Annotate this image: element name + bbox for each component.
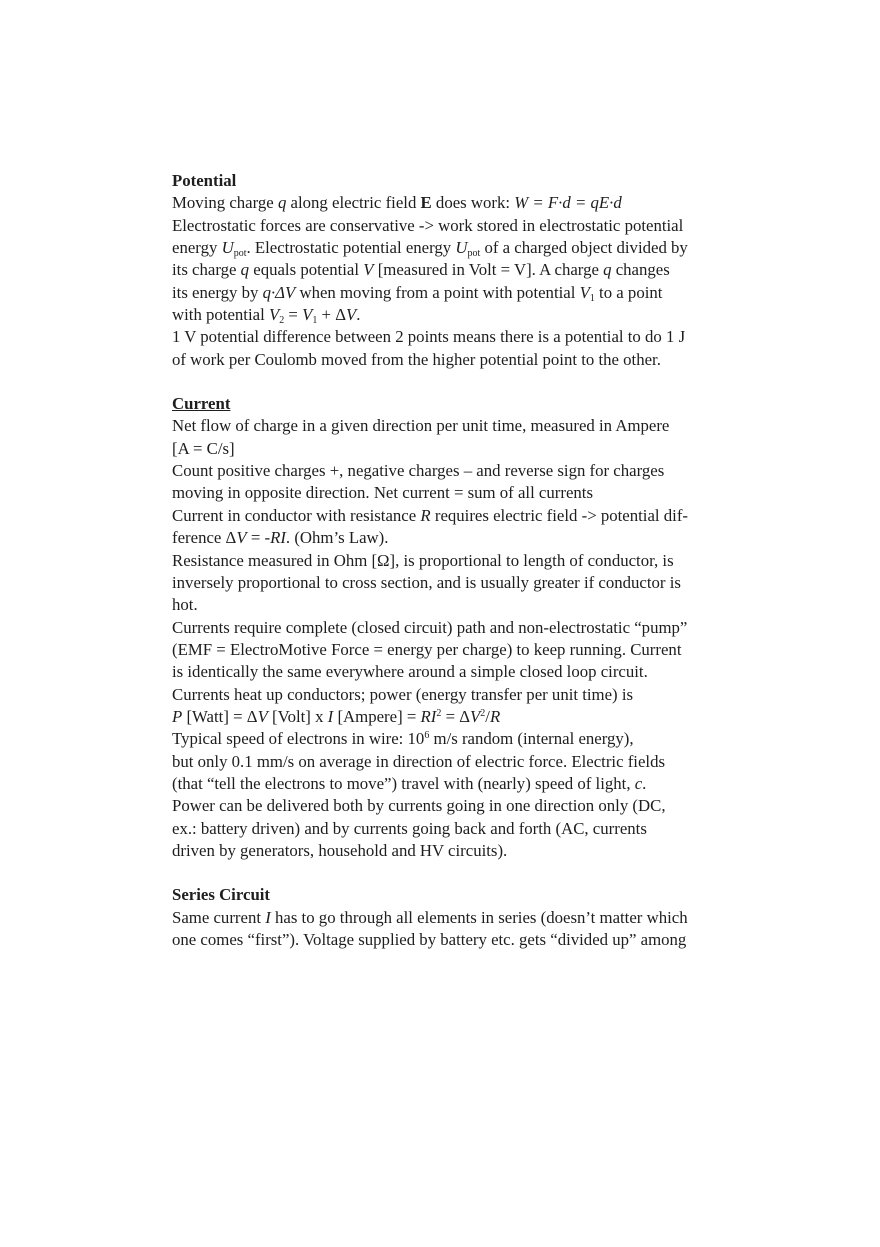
work-formula: W = F·d = qE·d: [514, 193, 622, 213]
potential-line-8: of work per Coulomb moved from the higher potential point to the other.: [172, 349, 661, 369]
current-line-18: Power can be delivered both by currents going in one direction only (DC,: [172, 796, 666, 816]
current-line-2: [A = C/s]: [172, 438, 235, 458]
current-line-5: Current in conductor with resistance R requires electric field -> potential dif-: [172, 505, 688, 525]
section-potential: [172, 170, 717, 371]
heading-series-circuit: Series Circuit: [172, 885, 271, 905]
current-line-1: Net flow of charge in a given direction per unit time, measured in Ampere: [172, 416, 670, 436]
heading-current: Current: [172, 394, 231, 414]
current-line-20: driven by generators, household and HV circuits).: [172, 840, 508, 860]
current-line-12: is identically the same everywhere around a simple closed loop circuit.: [172, 662, 648, 682]
current-line-7: Resistance measured in Ohm [Ω], is proportional to length of conductor, is: [172, 550, 674, 570]
current-line-17: (that “tell the electrons to move”) travel with (nearly) speed of light, c.: [172, 773, 647, 793]
current-line-10: Currents require complete (closed circuit) path and non-electrostatic “pump”: [172, 617, 688, 637]
current-line-6: ference ΔV = -RI. (Ohm’s Law).: [172, 528, 389, 548]
document-page: [172, 170, 717, 951]
potential-line-4: its charge q equals potential V [measured in Volt = V]. A charge q changes: [172, 260, 670, 280]
current-line-15: Typical speed of electrons in wire: $10^6$ m/s random (internal energy),: [172, 729, 634, 749]
current-line-3: Count positive charges +, negative charges – and reverse sign for charges: [172, 461, 665, 481]
potential-line-7: 1 V potential difference between 2 points means there is a potential to do 1 J: [172, 327, 686, 347]
series-line-1: Same current I has to go through all elements in series (doesn’t matter which: [172, 907, 688, 927]
current-line-16: but only 0.1 mm/s on average in direction of electric force. Electric fields: [172, 751, 665, 771]
potential-line-6: with potential $V_2 = V_1 + \Delta V$.: [172, 305, 361, 327]
potential-line-5: its energy by q·ΔV when moving from a point with potential $V_1$ to a point: [172, 282, 663, 304]
potential-line-2: Electrostatic forces are conservative -> work stored in electrostatic potential: [172, 215, 684, 235]
power-formula-line: P [Watt] = ΔV [Volt] x I [Ampere] = $RI^2 = \Delta V^2/R$: [172, 706, 501, 726]
current-line-4: moving in opposite direction. Net current = sum of all currents: [172, 483, 593, 503]
series-line-2: one comes “first”). Voltage supplied by battery etc. gets “divided up” among: [172, 930, 687, 949]
section-current: [172, 393, 717, 862]
section-series-circuit: [172, 884, 717, 951]
current-line-19: ex.: battery driven) and by currents going back and forth (AC, currents: [172, 818, 647, 838]
current-line-11: (EMF = ElectroMotive Force = energy per charge) to keep running. Current: [172, 639, 682, 659]
current-line-8: inversely proportional to cross section, and is usually greater if conductor is: [172, 572, 681, 592]
potential-line-3: energy $U_{pot}$. Electrostatic potential energy $U_{pot}$ of a charged object divided by: [172, 238, 688, 260]
current-line-13: Currents heat up conductors; power (energy transfer per unit time) is: [172, 684, 634, 704]
current-line-9: hot.: [172, 595, 198, 615]
potential-line-1: Moving charge q along electric field E does work: W = F·d = qE·d: [172, 193, 622, 213]
heading-potential: Potential: [172, 171, 237, 190]
